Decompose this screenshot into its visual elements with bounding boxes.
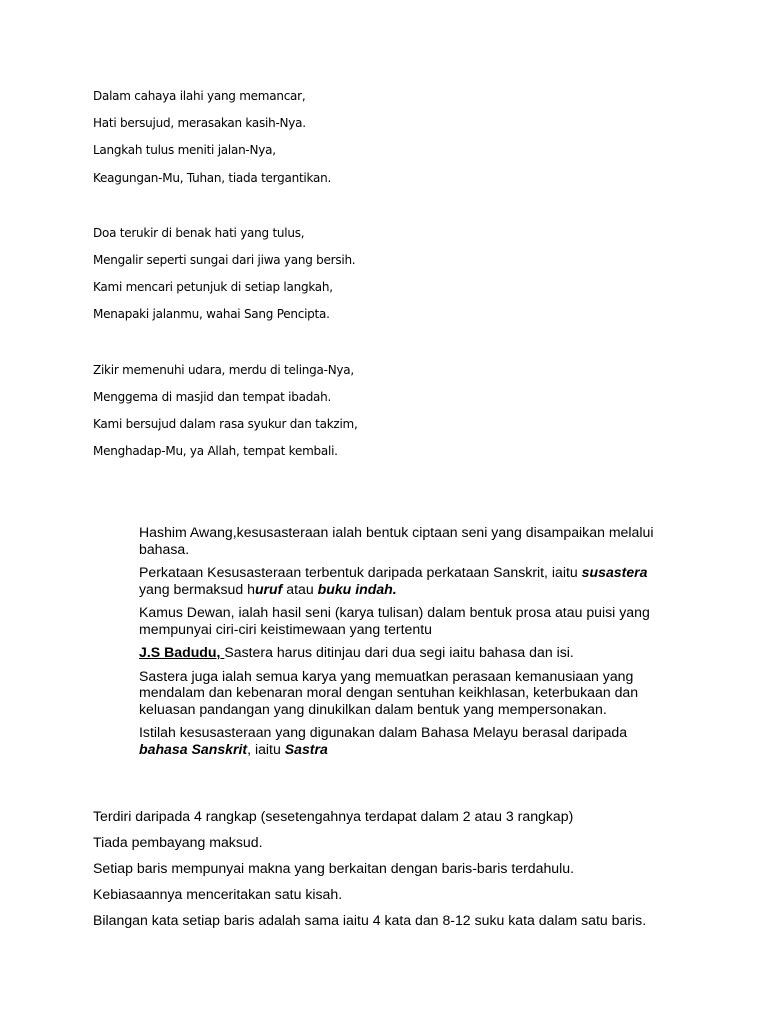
poem-stanza — [93, 86, 713, 195]
poem-line: Zikir memenuhi udara, merdu di telinga-Nya, — [93, 362, 354, 377]
feature-item: Tiada pembayang maksud. — [93, 834, 263, 850]
feature-item: Setiap baris mempunyai makna yang berkaitan dengan baris-baris terdahulu. — [93, 860, 575, 876]
note-text: Perkataan Kesusasteraan terbentuk daripada perkataan Sanskrit, iaitu — [139, 564, 582, 580]
poem-line: Menggema di masjid dan tempat ibadah. — [93, 389, 332, 404]
feature-list — [93, 808, 733, 938]
feature-item: Terdiri daripada 4 rangkap (sesetengahnya terdapat dalam 2 atau 3 rangkap) — [93, 808, 574, 824]
definition-notes — [139, 524, 679, 764]
note-text: , iaitu — [247, 740, 285, 757]
term-buku-indah: buku indah. — [317, 580, 397, 597]
poem-line: Kami mencari petunjuk di setiap langkah, — [93, 280, 333, 295]
term-susastera: susastera — [581, 564, 648, 580]
note-istilah — [139, 724, 679, 757]
note-text: atau — [282, 580, 318, 597]
note-perkataan — [139, 564, 679, 597]
poem-line: Dalam cahaya ilahi yang memancar, — [93, 89, 306, 103]
note-text: yang bermaksud h — [139, 580, 255, 597]
poem-line: Keagungan-Mu, Tuhan, tiada tergantikan. — [93, 170, 332, 185]
note-hashim-awang: Hashim Awang,kesusasteraan ialah bentuk ciptaan seni yang disampaikan melalui bahasa. — [139, 524, 654, 557]
term-sastra: Sastra — [284, 740, 328, 757]
author-name: J.S Badudu, — [139, 644, 225, 660]
note-badudu — [139, 644, 679, 661]
feature-item: Kebiasaannya menceritakan satu kisah. — [93, 886, 343, 902]
poem-stanza — [93, 360, 713, 469]
poem-line: Hati bersujud, merasakan kasih-Nya. — [93, 116, 306, 131]
note-sastera-juga: Sastera juga ialah semua karya yang memuatkan perasaan kemanusiaan yang mendalam dan kebenaran moral dengan sentuhan keikhlasan, keterbukaan dan keluasan pandangan yang dinukilkan dalam bentuk yang mempersonakan. — [139, 667, 639, 717]
poem-line: Langkah tulus meniti jalan-Nya, — [93, 143, 276, 158]
feature-item: Bilangan kata setiap baris adalah sama iaitu 4 kata dan 8-12 suku kata dalam satu baris. — [93, 912, 647, 928]
poem-stanza — [93, 223, 713, 332]
poem-line: Menghadap-Mu, ya Allah, tempat kembali. — [93, 444, 338, 459]
poem-line: Mengalir seperti sungai dari jiwa yang bersih. — [93, 252, 356, 267]
poem-line: Doa terukir di benak hati yang tulus, — [93, 225, 305, 240]
poem — [93, 86, 713, 496]
note-text: Sastera harus ditinjau dari dua segi iaitu bahasa dan isi. — [224, 644, 574, 660]
poem-line: Menapaki jalanmu, wahai Sang Pencipta. — [93, 307, 330, 322]
term-uruf: uruf — [254, 580, 283, 597]
note-kamus-dewan: Kamus Dewan, ialah hasil seni (karya tulisan) dalam bentuk prosa atau puisi yang mempunyai ciri-ciri keistimewaan yang tertentu — [139, 604, 650, 637]
term-bahasa-sanskrit: bahasa Sanskrit — [139, 740, 248, 757]
note-text: Istilah kesusasteraan yang digunakan dalam Bahasa Melayu berasal daripada — [139, 724, 628, 740]
poem-line: Kami bersujud dalam rasa syukur dan takzim, — [93, 416, 358, 431]
